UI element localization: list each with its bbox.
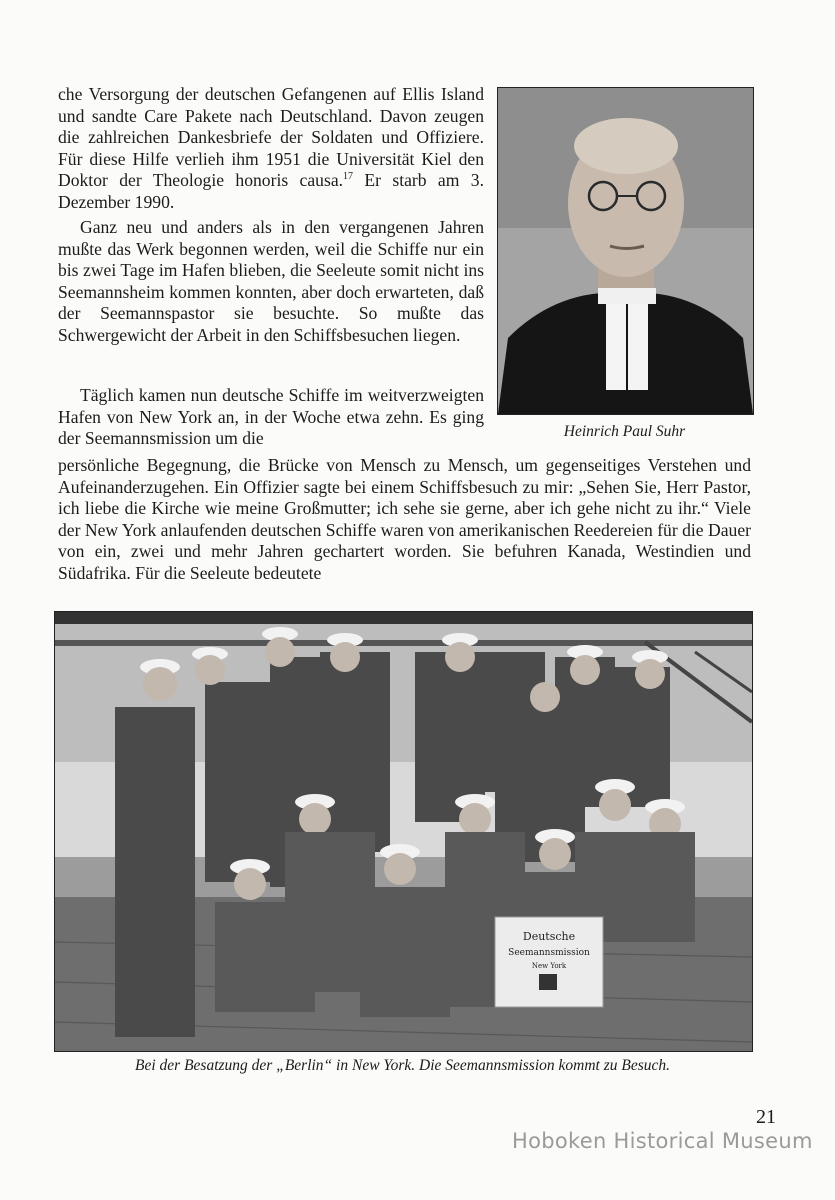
paragraph-2: Ganz neu und anders als in den vergangenen Jahren mußte das Werk begonnen werden, weil die Schiffe nur ein bis zwei Tage im Hafen blieben, die Seeleute somit nicht ins Seemannsheim kommen konnten, aber doch erwarteten, daß der Seemannspastor sie besuchte. So mußte das Schwergewicht der Arbeit in den Schiffsbesuchen liegen.: [58, 217, 484, 345]
footnote-marker: 17: [343, 171, 354, 183]
portrait-caption: Heinrich Paul Suhr: [563, 423, 686, 440]
paragraph-1: che Versorgung der deutschen Gefangenen auf Ellis Island und sandte Care Pakete nach Deutschland. Davon zeugen die zahlreichen Dankesbriefe der Soldaten und Offiziere. Für diese Hilfe verlieh ihm 1951 die Universität Kiel den Doktor der Theologie honoris causa.$^{17}$ Er starb am 3. Dezember 1990.: [58, 84, 484, 212]
crew-caption: Bei der Besatzung der „Berlin“ in New York. Die Seemannsmission kommt zu Besuch.: [135, 1057, 670, 1074]
paragraph-3-continued: persönliche Begegnung, die Brücke von Mensch zu Mensch, um gegenseitiges Verstehen und Aufeinanderzugehen. Ein Offizier sagte bei einem Schiffsbesuch zu mir: „Sehen Sie, Herr Pastor, ich liebe die Kirche wie meine Großmutter; ich sehe sie gerne, aber ich gehe nicht zu ihr.“ Viele der New York anlaufenden deutschen Schiffe waren von amerikanischen Reedereien für die Dauer von ein, zwei und mehr Jahren gechartert worden. Sie befuhren Kanada, Westindien und Südafrika. Für die Seeleute bedeutete: [58, 455, 751, 583]
mission-sign: [495, 917, 603, 1007]
portrait-photo: [497, 87, 754, 415]
svg-text:New York: New York: [531, 962, 567, 970]
svg-text:Deutsche: Deutsche: [522, 930, 576, 943]
watermark: Hoboken Historical Museum: [512, 1129, 813, 1153]
svg-text:Seemannsmission: Seemannsmission: [508, 948, 590, 958]
crew-photo: [54, 611, 753, 1052]
page-number: 21: [756, 1106, 776, 1128]
paragraph-3-start: Täglich kamen nun deutsche Schiffe im weitverzweigten Hafen von New York an, in der Woche etwa zehn. Es ging der Seemannsmission um die: [58, 385, 484, 448]
